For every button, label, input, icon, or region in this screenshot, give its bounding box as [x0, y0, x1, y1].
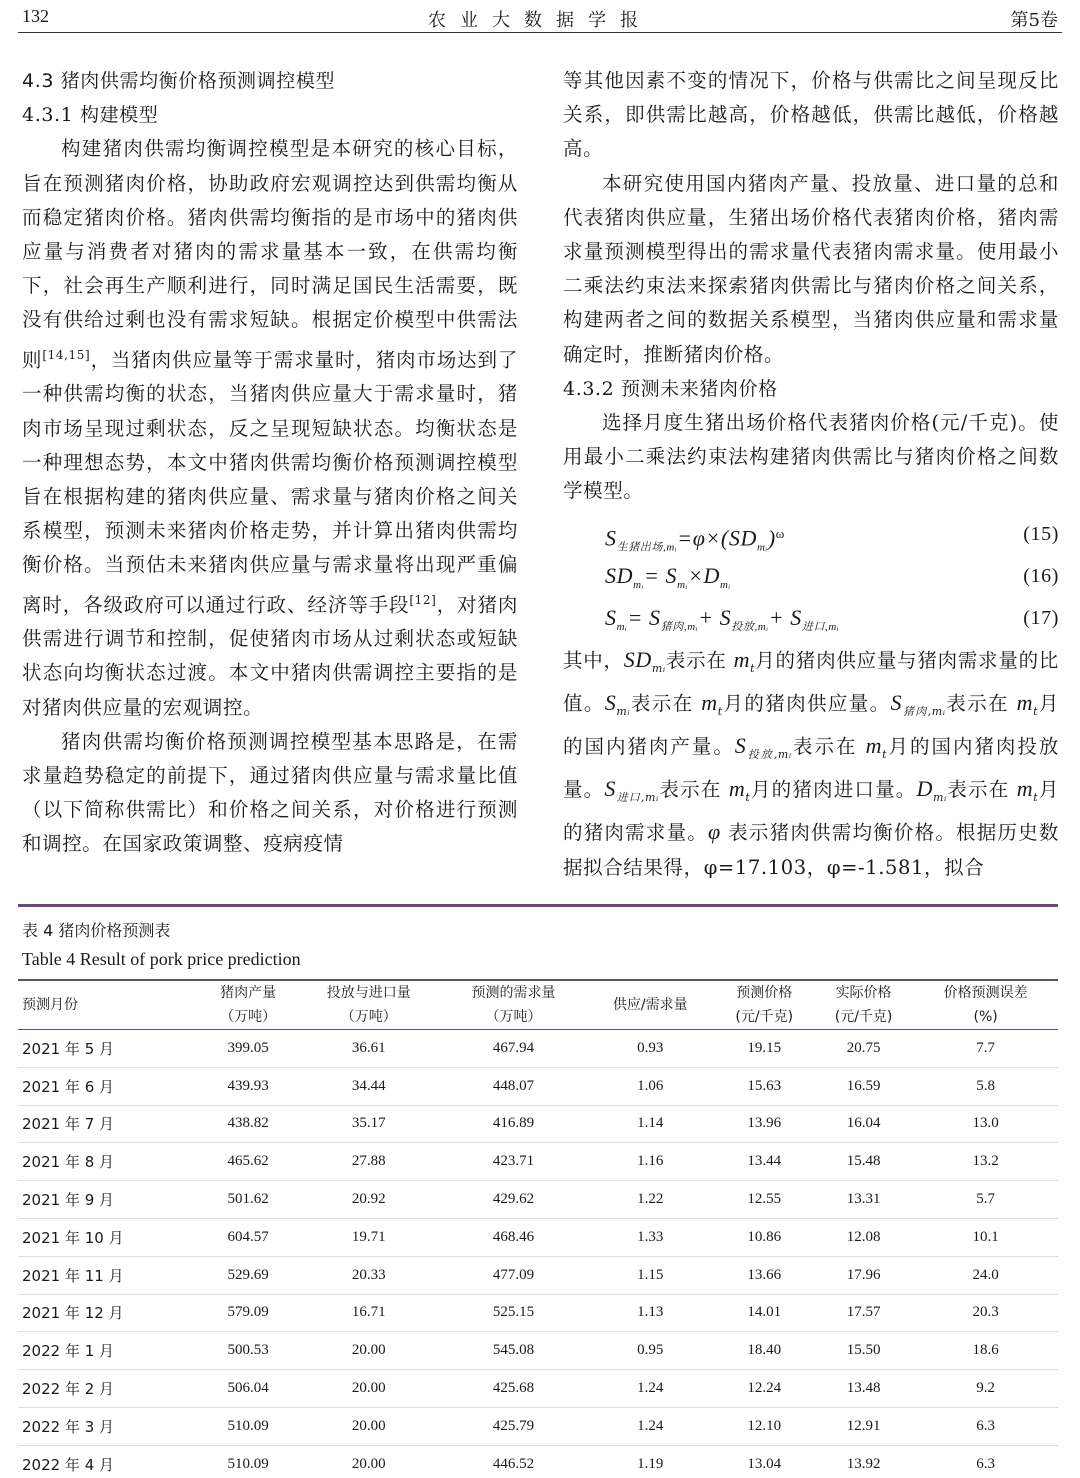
text: 表示在 — [945, 691, 1017, 715]
table-cell: 20.92 — [296, 1181, 441, 1219]
citation[interactable]: [14,15] — [42, 347, 91, 362]
math-var: D — [916, 776, 933, 802]
right-column — [563, 64, 1059, 885]
table-cell: 1.22 — [586, 1181, 715, 1219]
header-label: 供应/需求量 — [612, 997, 688, 1013]
text: 月的猪肉供应量。 — [722, 691, 891, 715]
math-subscript: t — [1033, 704, 1039, 718]
math-subscript: mᵢ — [616, 704, 631, 718]
equations — [563, 517, 1059, 643]
table-row — [18, 1445, 1058, 1478]
math-subscript: 猪肉,mᵢ — [660, 620, 699, 633]
table-cell: 2022 年 1 月 — [18, 1332, 200, 1370]
header-unit: (%) — [973, 1009, 998, 1025]
table-cell: 12.08 — [814, 1218, 913, 1256]
table-cell: 1.16 — [586, 1143, 715, 1181]
math-var: m — [701, 689, 718, 715]
table-cell: 18.40 — [715, 1332, 814, 1370]
header-rule — [18, 32, 1062, 33]
math-var: S — [890, 689, 903, 715]
text: + S — [698, 604, 732, 630]
table-cell: 20.75 — [814, 1030, 913, 1068]
equation-number: (15) — [1023, 522, 1059, 545]
table-cell: 20.33 — [296, 1256, 441, 1294]
table-row — [18, 1105, 1058, 1143]
table-cell: 465.62 — [200, 1143, 296, 1181]
table-cell: 1.33 — [586, 1218, 715, 1256]
table-cell: 5.8 — [913, 1067, 1058, 1105]
table-cell: 16.71 — [296, 1294, 441, 1332]
table-cell: 423.71 — [441, 1143, 586, 1181]
text: 其中， — [563, 648, 624, 672]
table-cell: 467.94 — [441, 1030, 586, 1068]
equation-number: (17) — [1023, 606, 1059, 629]
table-cell: 16.59 — [814, 1067, 913, 1105]
text: 月的猪肉供应量与猪肉需求量的比值。 — [563, 648, 1059, 715]
table-cell: 416.89 — [441, 1105, 586, 1143]
left-column — [22, 64, 518, 862]
math-var: SD — [623, 646, 652, 672]
equation-formula — [605, 601, 839, 644]
paragraph — [563, 643, 1059, 885]
math-var: φ — [708, 819, 721, 845]
page-number: 132 — [22, 6, 49, 26]
table-cell: 20.00 — [296, 1370, 441, 1408]
price-prediction-table — [18, 979, 1058, 1478]
header-label: 价格预测误差 — [943, 985, 1028, 1001]
table-cell: 17.57 — [814, 1294, 913, 1332]
table-cell: 5.7 — [913, 1181, 1058, 1219]
text: 月的猪肉需求量。 — [563, 778, 1059, 845]
table-cell: 9.2 — [913, 1370, 1058, 1408]
text: 表示在 — [665, 648, 734, 672]
table-cell: 501.62 — [200, 1181, 296, 1219]
table-cell: 2021 年 11 月 — [18, 1256, 200, 1294]
table-cell: 16.04 — [814, 1105, 913, 1143]
column-header — [814, 980, 913, 1030]
header-label: 投放与进口量 — [326, 985, 411, 1001]
text: ) — [767, 525, 776, 551]
equation — [563, 601, 1059, 643]
table-row — [18, 1218, 1058, 1256]
header-label: 预测价格 — [736, 985, 793, 1001]
table-row — [18, 1181, 1058, 1219]
table-cell: 1.19 — [586, 1445, 715, 1478]
table-cell: 13.31 — [814, 1181, 913, 1219]
paragraph: 猪肉供需均衡价格预测调控模型基本思路是，在需求量趋势稳定的前提下，通过猪肉供应量与需求量比值（以下简称供需比）和价格之间关系，对价格进行预测和调控。在国家政策调整、疫病疫情 — [22, 729, 518, 856]
table-cell: 13.2 — [913, 1143, 1058, 1181]
math-var: SD — [605, 562, 634, 588]
text: =φ×(SD — [677, 525, 757, 551]
equation-formula — [605, 517, 785, 565]
math-subscript: t — [882, 748, 888, 762]
table-row — [18, 1067, 1058, 1105]
paragraph: 等其他因素不变的情况下，价格与供需比之间呈现反比关系，即供需比越高，价格越低，供需比越低，价格越高。 — [563, 69, 1059, 161]
table-cell: 14.01 — [715, 1294, 814, 1332]
math-subscript: mᵢ — [633, 578, 644, 591]
text: ×D — [688, 562, 720, 588]
paragraph: 本研究使用国内猪肉产量、投放量、进口量的总和代表猪肉供应量，生猪出场价格代表猪肉价格，猪肉需求量预测模型得出的需求量代表猪肉需求量。使用最小二乘法约束法来探索猪肉供需比与猪肉价格之间关系，构建两者之间的数据关系模型，当猪肉供应量和需求量确定时，推断猪肉价格。 — [563, 171, 1059, 366]
table-cell: 20.00 — [296, 1332, 441, 1370]
math-subscript: t — [745, 791, 751, 805]
column-header — [296, 980, 441, 1030]
table-cell: 2021 年 9 月 — [18, 1181, 200, 1219]
math-subscript: mᵢ — [719, 578, 731, 591]
table-cell: 17.96 — [814, 1256, 913, 1294]
math-subscript: mᵢ — [677, 578, 689, 591]
table-caption-en: Table 4 Result of pork price prediction — [22, 949, 301, 969]
table-row — [18, 1143, 1058, 1181]
table-cell: 2021 年 6 月 — [18, 1067, 200, 1105]
table-cell: 35.17 — [296, 1105, 441, 1143]
table-cell: 10.86 — [715, 1218, 814, 1256]
table-row — [18, 1294, 1058, 1332]
table-cell: 7.7 — [913, 1030, 1058, 1068]
table-row — [18, 1030, 1058, 1068]
math-subscript: mᵢ — [616, 620, 628, 633]
table-cell: 529.69 — [200, 1256, 296, 1294]
equation — [563, 517, 1059, 559]
table-cell: 19.71 — [296, 1218, 441, 1256]
table-cell: 429.62 — [441, 1181, 586, 1219]
text: 表示猪肉供需均衡价格。根据历史数据拟合结果得，φ=17.103，φ=-1.581，拟合 — [563, 821, 1059, 879]
table-cell: 12.55 — [715, 1181, 814, 1219]
math-subscript: 投放,mᵢ — [746, 748, 792, 762]
table-cell: 1.14 — [586, 1105, 715, 1143]
math-var: S — [605, 604, 617, 630]
table-cell: 13.66 — [715, 1256, 814, 1294]
table-cell: 2021 年 10 月 — [18, 1218, 200, 1256]
table-cell: 0.95 — [586, 1332, 715, 1370]
table-cell: 15.48 — [814, 1143, 913, 1181]
table-header-row — [18, 980, 1058, 1030]
table-cell: 13.96 — [715, 1105, 814, 1143]
text: 表示在 — [658, 778, 729, 802]
math-var: S — [605, 525, 617, 551]
table-cell: 13.48 — [814, 1370, 913, 1408]
table-cell: 579.09 — [200, 1294, 296, 1332]
header-label: 预测月份 — [22, 997, 78, 1013]
table-cell: 0.93 — [586, 1030, 715, 1068]
table-cell: 12.24 — [715, 1370, 814, 1408]
table-cell: 1.15 — [586, 1256, 715, 1294]
math-var: m — [865, 733, 883, 759]
equation-number: (16) — [1023, 564, 1059, 587]
header-unit: （万吨） — [485, 1009, 542, 1025]
math-subscript: mᵢ — [651, 661, 666, 675]
table-cell: 13.04 — [715, 1445, 814, 1478]
table-cell: 34.44 — [296, 1067, 441, 1105]
math-subscript: 猪肉,mᵢ — [902, 704, 946, 718]
table-cell: 13.0 — [913, 1105, 1058, 1143]
math-var: S — [734, 733, 747, 759]
math-var: S — [604, 689, 617, 715]
citation[interactable]: [12] — [409, 592, 437, 607]
math-subscript: mᵢ — [932, 791, 947, 805]
table-cell: 19.15 — [715, 1030, 814, 1068]
table-cell: 425.68 — [441, 1370, 586, 1408]
table-cell: 510.09 — [200, 1407, 296, 1445]
journal-title: 农业大数据学报 — [428, 10, 652, 31]
section-heading: 4.3 猪肉供需均衡价格预测调控模型 — [22, 70, 336, 92]
math-var: S — [604, 776, 616, 802]
subsection-heading: 4.3.1 构建模型 — [22, 104, 159, 127]
table-cell: 500.53 — [200, 1332, 296, 1370]
text: 月的国内猪肉产量。 — [563, 691, 1059, 759]
paragraph — [22, 132, 518, 724]
table-cell: 425.79 — [441, 1407, 586, 1445]
table-cell: 2022 年 4 月 — [18, 1445, 200, 1478]
subsection-heading: 4.3.2 预测未来猪肉价格 — [563, 377, 778, 400]
column-header — [200, 980, 296, 1030]
header-label: 预测的需求量 — [471, 985, 556, 1001]
table-row — [18, 1370, 1058, 1408]
table-cell: 20.3 — [913, 1294, 1058, 1332]
text: ，对猪肉供需进行调节和控制，促使猪肉市场从过剩状态或短缺状态向均衡状态过渡。本文中猪肉供需调控主要指的是对猪肉供应量的宏观调控。 — [22, 593, 518, 719]
table-row — [18, 1332, 1058, 1370]
table-row — [18, 1256, 1058, 1294]
table-caption-zh: 表 4 猪肉价格预测表 — [22, 921, 171, 940]
table-cell: 18.6 — [913, 1332, 1058, 1370]
table-cell: 27.88 — [296, 1143, 441, 1181]
text: ，当猪肉供应量等于需求量时，猪肉市场达到了一种供需均衡的状态，当猪肉供应量大于需求量时，猪肉市场呈现过剩状态，反之呈现短缺状态。均衡状态是一种理想态势，本文中猪肉供需均衡价格预测调控模型旨在根据构建的猪肉供应量、需求量与猪肉价格之间关系模型，预测未来猪肉价格走势，并计算出猪肉供需均衡价格。当预估未来猪肉供应量与需求量将出现严重偏离时，各级政府可以通过行政、经济等手段 — [22, 348, 518, 617]
text: = S — [627, 604, 661, 630]
table-cell: 2022 年 3 月 — [18, 1407, 200, 1445]
text: 表示在 — [630, 691, 702, 715]
table-cell: 1.24 — [586, 1370, 715, 1408]
math-subscript: 生猪出场,mᵢ — [616, 541, 678, 554]
table-cell: 13.92 — [814, 1445, 913, 1478]
equation — [563, 559, 1059, 601]
table-cell: 2021 年 7 月 — [18, 1105, 200, 1143]
math-superscript: ω — [775, 525, 785, 541]
math-subscript: 投放,mᵢ — [731, 620, 769, 633]
math-var: m — [728, 776, 746, 802]
header-unit: （万吨） — [220, 1009, 277, 1025]
header-unit: （万吨） — [340, 1009, 397, 1025]
table-cell: 1.13 — [586, 1294, 715, 1332]
text: 表示在 — [946, 778, 1017, 802]
table-cell: 1.06 — [586, 1067, 715, 1105]
header-label: 实际价格 — [835, 985, 892, 1001]
table-cell: 2022 年 2 月 — [18, 1370, 200, 1408]
table-cell: 24.0 — [913, 1256, 1058, 1294]
table-cell: 15.50 — [814, 1332, 913, 1370]
text: 月的猪肉进口量。 — [750, 778, 917, 802]
table-cell: 438.82 — [200, 1105, 296, 1143]
table-cell: 510.09 — [200, 1445, 296, 1478]
table-cell: 525.15 — [441, 1294, 586, 1332]
text: 月的国内猪肉投放量。 — [563, 735, 1059, 802]
math-subscript: t — [1033, 791, 1039, 805]
column-header — [18, 980, 200, 1030]
table-cell: 399.05 — [200, 1030, 296, 1068]
table-cell: 604.57 — [200, 1218, 296, 1256]
math-subscript: t — [717, 704, 723, 718]
header-unit: (元/千克) — [834, 1009, 893, 1025]
table-cell: 506.04 — [200, 1370, 296, 1408]
running-header — [22, 4, 1058, 30]
column-header — [441, 980, 586, 1030]
table-cell: 15.63 — [715, 1067, 814, 1105]
table-cell: 2021 年 5 月 — [18, 1030, 200, 1068]
text: 表示在 — [791, 735, 866, 759]
column-header — [715, 980, 814, 1030]
table-cell: 36.61 — [296, 1030, 441, 1068]
math-subscript: t — [750, 661, 756, 675]
table-row — [18, 1407, 1058, 1445]
table-cell: 20.00 — [296, 1407, 441, 1445]
table-cell: 468.46 — [441, 1218, 586, 1256]
table-cell: 10.1 — [913, 1218, 1058, 1256]
math-subscript: 进口,mᵢ — [801, 620, 840, 633]
paragraph: 选择月度生猪出场价格代表猪肉价格(元/千克)。使用最小二乘法约束法构建猪肉供需比与猪肉价格之间数学模型。 — [563, 411, 1059, 503]
column-header — [586, 980, 715, 1030]
math-subscript: mᵢ — [756, 541, 768, 554]
math-var: m — [733, 646, 751, 672]
table-cell: 439.93 — [200, 1067, 296, 1105]
math-var: m — [1016, 689, 1034, 715]
equation-formula — [605, 559, 731, 602]
table-cell: 2021 年 12 月 — [18, 1294, 200, 1332]
header-label: 猪肉产量 — [220, 985, 277, 1001]
table-cell: 12.91 — [814, 1407, 913, 1445]
math-subscript: 进口,mᵢ — [615, 791, 659, 805]
table-cell: 20.00 — [296, 1445, 441, 1478]
table-cell: 477.09 — [441, 1256, 586, 1294]
table-4 — [18, 904, 1058, 1478]
header-unit: (元/千克) — [735, 1009, 794, 1025]
table-cell: 448.07 — [441, 1067, 586, 1105]
table-cell: 2021 年 8 月 — [18, 1143, 200, 1181]
text: 构建猪肉供需均衡调控模型是本研究的核心目标，旨在预测猪肉价格，协助政府宏观调控达到供需均衡从而稳定猪肉价格。猪肉供需均衡指的是市场中的猪肉供应量与消费者对猪肉的需求量基本一致，在供需均衡下，社会再生产顺利进行，同时满足国民生活需要，既没有供给过剩也没有需求短缺。根据定价模型中供需法则 — [22, 137, 518, 372]
table-cell: 1.24 — [586, 1407, 715, 1445]
table-cell: 6.3 — [913, 1445, 1058, 1478]
volume: 第5卷 — [1010, 10, 1058, 31]
table-cell: 13.44 — [715, 1143, 814, 1181]
text: + S — [768, 604, 802, 630]
table-cell: 12.10 — [715, 1407, 814, 1445]
math-var: m — [1016, 776, 1034, 802]
table-cell: 6.3 — [913, 1407, 1058, 1445]
text: = S — [643, 562, 678, 588]
table-top-rule — [18, 904, 1058, 907]
table-cell: 446.52 — [441, 1445, 586, 1478]
table-cell: 545.08 — [441, 1332, 586, 1370]
column-header — [913, 980, 1058, 1030]
